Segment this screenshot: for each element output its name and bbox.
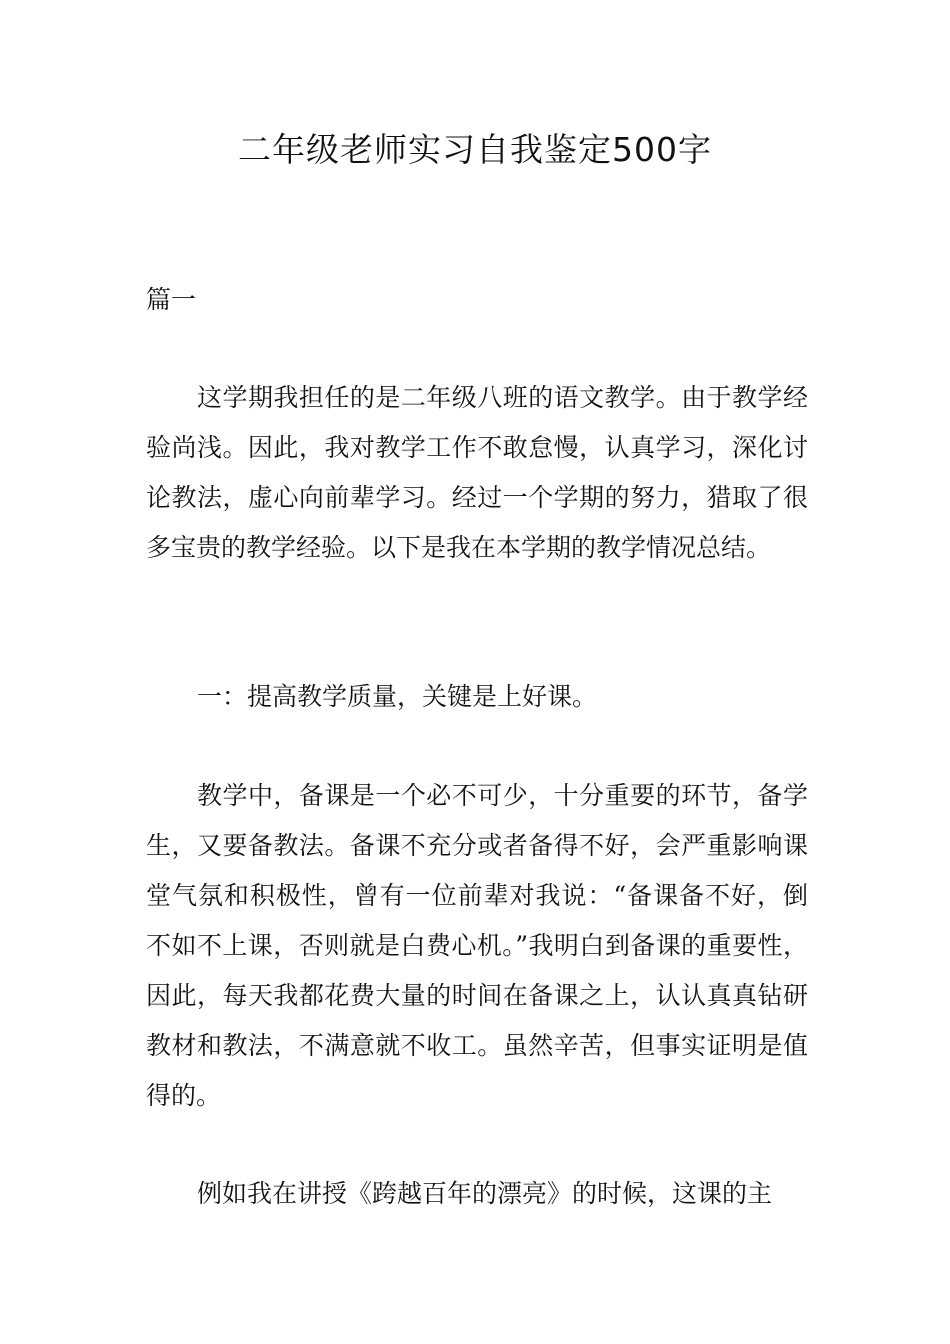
paragraph-lesson-prep: 教学中，备课是一个必不可少，十分重要的环节，备学生，又要备教法。备课不充分或者备得不好，会严重影响课堂气氛和积极性，曾有一位前辈对我说：“备课备不好，倒不如不上课，否则就是白费心机。”我明白到备课的重要性，因此，每天我都花费大量的时间在备课之上，认认真真钻研教材和教法，不满意就不收工。虽然辛苦，但事实证明是值得的。 [146, 781, 808, 1110]
section-label: 篇一 [146, 285, 197, 314]
paragraph-intro: 这学期我担任的是二年级八班的语文教学。由于教学经验尚浅。因此，我对教学工作不敢怠慢，认真学习，深化讨论教法，虚心向前辈学习。经过一个学期的努力，猎取了很多宝贵的教学经验。以下是我在本学期的教学情况总结。 [146, 383, 808, 562]
paragraph-example: 例如我在讲授《跨越百年的漂亮》的时候，这课的主 [197, 1179, 773, 1208]
document-title: 二年级老师实习自我鉴定500字 [238, 130, 712, 169]
paragraph-heading-one: 一：提高教学质量，关键是上好课。 [197, 682, 598, 711]
